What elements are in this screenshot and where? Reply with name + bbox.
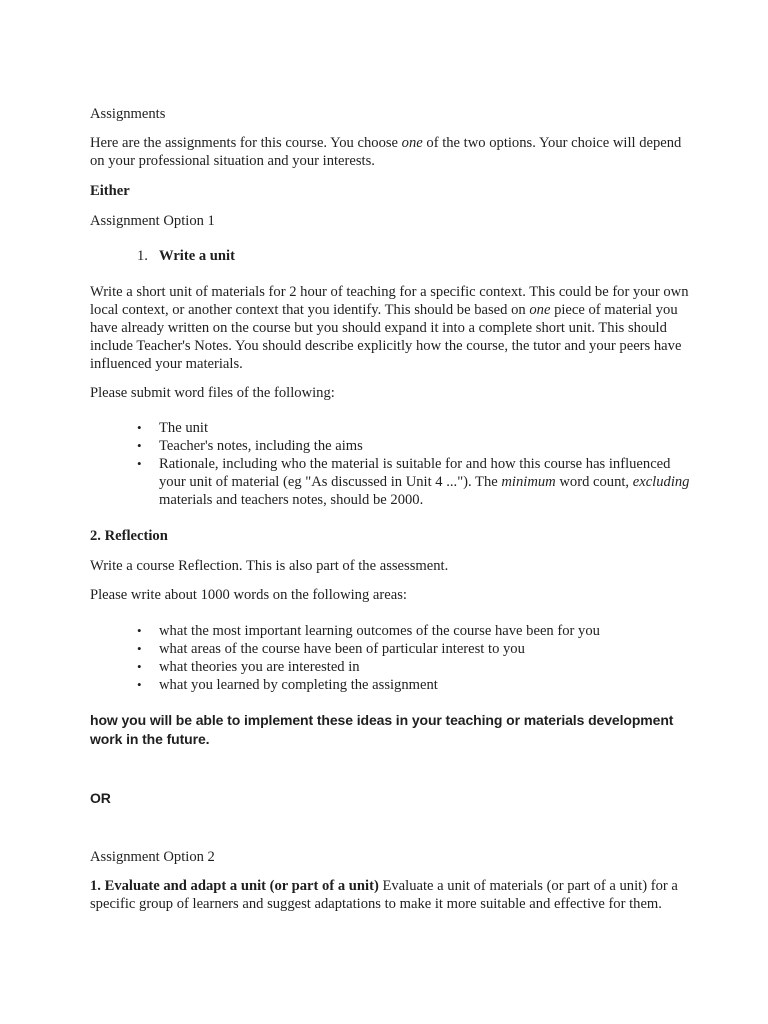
rationale-emphasis-excluding: excluding bbox=[632, 474, 690, 490]
list-item bbox=[90, 455, 690, 509]
intro-text-post: of the two options. Your choice will depend on your professional situation and your interests. bbox=[90, 135, 682, 169]
submit-list bbox=[90, 419, 690, 509]
intro-text-pre: Here are the assignments for this course. You choose bbox=[90, 135, 402, 151]
future-note-text: how you will be able to implement these ideas in your teaching or materials development work in the future. bbox=[90, 712, 674, 747]
future-note bbox=[90, 711, 680, 749]
rationale-text-post: materials and teachers notes, should be 2000. bbox=[159, 492, 424, 508]
rationale-text-pre: Rationale, including who the material is suitable for and how this course has influenced your unit of material (eg "As discussed in Unit 4 ..."). The bbox=[159, 456, 671, 490]
intro-paragraph bbox=[90, 134, 690, 170]
reflection-heading: 2. Reflection bbox=[90, 528, 168, 544]
or-label bbox=[90, 789, 690, 808]
description-emphasis: one bbox=[529, 302, 551, 318]
item-label: Write a unit bbox=[159, 248, 235, 264]
list-item: • The unit bbox=[90, 419, 690, 437]
option1-description bbox=[90, 283, 690, 373]
rationale-emphasis-minimum: minimum bbox=[501, 474, 556, 490]
list-item: • what theories you are interested in bbox=[90, 658, 690, 676]
option2-heading: Assignment Option 2 bbox=[90, 849, 215, 865]
either-label: Either bbox=[90, 183, 130, 199]
option2-item-title: 1. Evaluate and adapt a unit (or part of a unit) bbox=[90, 878, 379, 894]
list-item: • what the most important learning outcomes of the course have been for you bbox=[90, 622, 690, 640]
item-number: 1. bbox=[137, 248, 148, 264]
option2-item-text: Evaluate a unit of materials (or part of a unit) for a specific group of learners and suggest adaptations to make it more suitable and effective for them. bbox=[90, 878, 678, 912]
option1-heading: Assignment Option 1 bbox=[90, 213, 215, 229]
or-text: OR bbox=[90, 790, 111, 806]
reflection-list bbox=[90, 622, 690, 694]
page-title: Assignments bbox=[90, 106, 166, 122]
option2-item bbox=[90, 877, 690, 913]
list-item: • what you learned by completing the assignment bbox=[90, 676, 690, 694]
rationale-text-mid: word count, bbox=[555, 474, 633, 490]
list-item: • Teacher's notes, including the aims bbox=[90, 437, 690, 455]
submit-intro: Please submit word files of the following: bbox=[90, 385, 335, 401]
reflection-intro: Please write about 1000 words on the following areas: bbox=[90, 587, 407, 603]
description-text-post: piece of material you have already written on the course but you should expand it into a complete short unit. This should include Teacher's Notes. You should describe explicitly how the course, the tutor and your peers have influenced your materials. bbox=[90, 302, 682, 372]
list-item: • what areas of the course have been of particular interest to you bbox=[90, 640, 690, 658]
description-text-pre: Write a short unit of materials for 2 hour of teaching for a specific context. This could be for your own local context, or another context that you identify. This should be based on bbox=[90, 284, 689, 318]
intro-emphasis: one bbox=[401, 135, 423, 151]
reflection-text: Write a course Reflection. This is also part of the assessment. bbox=[90, 558, 449, 574]
